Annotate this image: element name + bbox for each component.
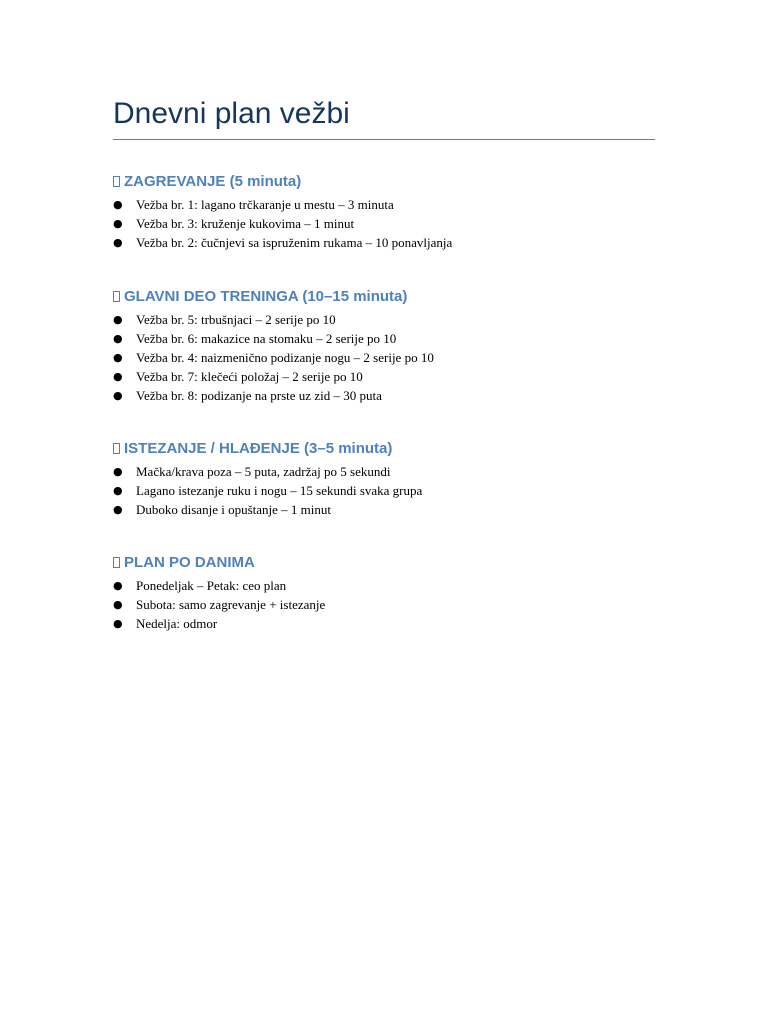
section-heading	[113, 171, 673, 193]
page-title: Dnevni plan vežbi	[113, 97, 350, 130]
list-item	[113, 329, 673, 348]
list-item	[113, 462, 673, 481]
list-item-text: Vežba br. 5: trbušnjaci – 2 serije po 10	[136, 312, 336, 327]
bullet-list	[113, 576, 673, 633]
section-heading-text: ISTEZANJE / HLAĐENJE (3–5 minuta)	[124, 440, 393, 457]
section-heading	[113, 552, 673, 574]
section-heading-text: ZAGREVANJE (5 minuta)	[124, 173, 302, 190]
list-item-text: Ponedeljak – Petak: ceo plan	[136, 578, 287, 593]
bullet-icon: ●	[113, 332, 123, 345]
list-item	[113, 233, 673, 252]
list-item	[113, 195, 673, 214]
section-istezanje	[113, 438, 673, 519]
bullet-icon: ●	[113, 313, 123, 326]
section-heading	[113, 438, 673, 460]
bullet-icon: ●	[113, 579, 123, 592]
bullet-list	[113, 195, 673, 252]
bullet-icon: ●	[113, 370, 123, 383]
bullet-icon: ●	[113, 351, 123, 364]
list-item	[113, 367, 673, 386]
list-item	[113, 214, 673, 233]
title-underline	[113, 139, 655, 140]
list-item-text: Vežba br. 3: kruženje kukovima – 1 minut	[136, 216, 355, 231]
list-item	[113, 310, 673, 329]
section-plan-po-danima	[113, 552, 673, 633]
list-item-text: Vežba br. 8: podizanje na prste uz zid – 30 puta	[136, 388, 382, 403]
list-item-text: Vežba br. 1: lagano trčkaranje u mestu – 3 minuta	[136, 197, 394, 212]
list-item-text: Nedelja: odmor	[136, 616, 218, 631]
list-item	[113, 348, 673, 367]
section-heading	[113, 286, 673, 308]
bullet-icon: ●	[113, 465, 123, 478]
list-item	[113, 576, 673, 595]
list-item	[113, 481, 673, 500]
list-item-text: Vežba br. 7: klečeći položaj – 2 serije po 10	[136, 369, 363, 384]
bullet-icon: ●	[113, 389, 123, 402]
list-item-text: Lagano istezanje ruku i nogu – 15 sekundi svaka grupa	[136, 483, 423, 498]
bullet-icon: ●	[113, 236, 123, 249]
missing-glyph-icon	[113, 557, 120, 568]
section-zagrevanje	[113, 171, 673, 252]
list-item	[113, 500, 673, 519]
bullet-icon: ●	[113, 484, 123, 497]
list-item	[113, 386, 673, 405]
missing-glyph-icon	[113, 291, 120, 302]
list-item-text: Vežba br. 6: makazice na stomaku – 2 serije po 10	[136, 331, 397, 346]
bullet-icon: ●	[113, 598, 123, 611]
list-item-text: Subota: samo zagrevanje + istezanje	[136, 597, 326, 612]
section-heading-text: PLAN PO DANIMA	[124, 554, 255, 571]
missing-glyph-icon	[113, 443, 120, 454]
missing-glyph-icon	[113, 176, 120, 187]
list-item-text: Mačka/krava poza – 5 puta, zadržaj po 5 sekundi	[136, 464, 391, 479]
bullet-icon: ●	[113, 503, 123, 516]
bullet-list	[113, 462, 673, 519]
list-item-text: Vežba br. 2: čučnjevi sa ispruženim rukama – 10 ponavljanja	[136, 235, 453, 250]
bullet-icon: ●	[113, 198, 123, 211]
bullet-icon: ●	[113, 617, 123, 630]
list-item	[113, 595, 673, 614]
bullet-icon: ●	[113, 217, 123, 230]
section-glavni-deo	[113, 286, 673, 405]
list-item	[113, 614, 673, 633]
section-heading-text: GLAVNI DEO TRENINGA (10–15 minuta)	[124, 288, 408, 305]
list-item-text: Vežba br. 4: naizmenično podizanje nogu – 2 serije po 10	[136, 350, 434, 365]
bullet-list	[113, 310, 673, 405]
list-item-text: Duboko disanje i opuštanje – 1 minut	[136, 502, 331, 517]
